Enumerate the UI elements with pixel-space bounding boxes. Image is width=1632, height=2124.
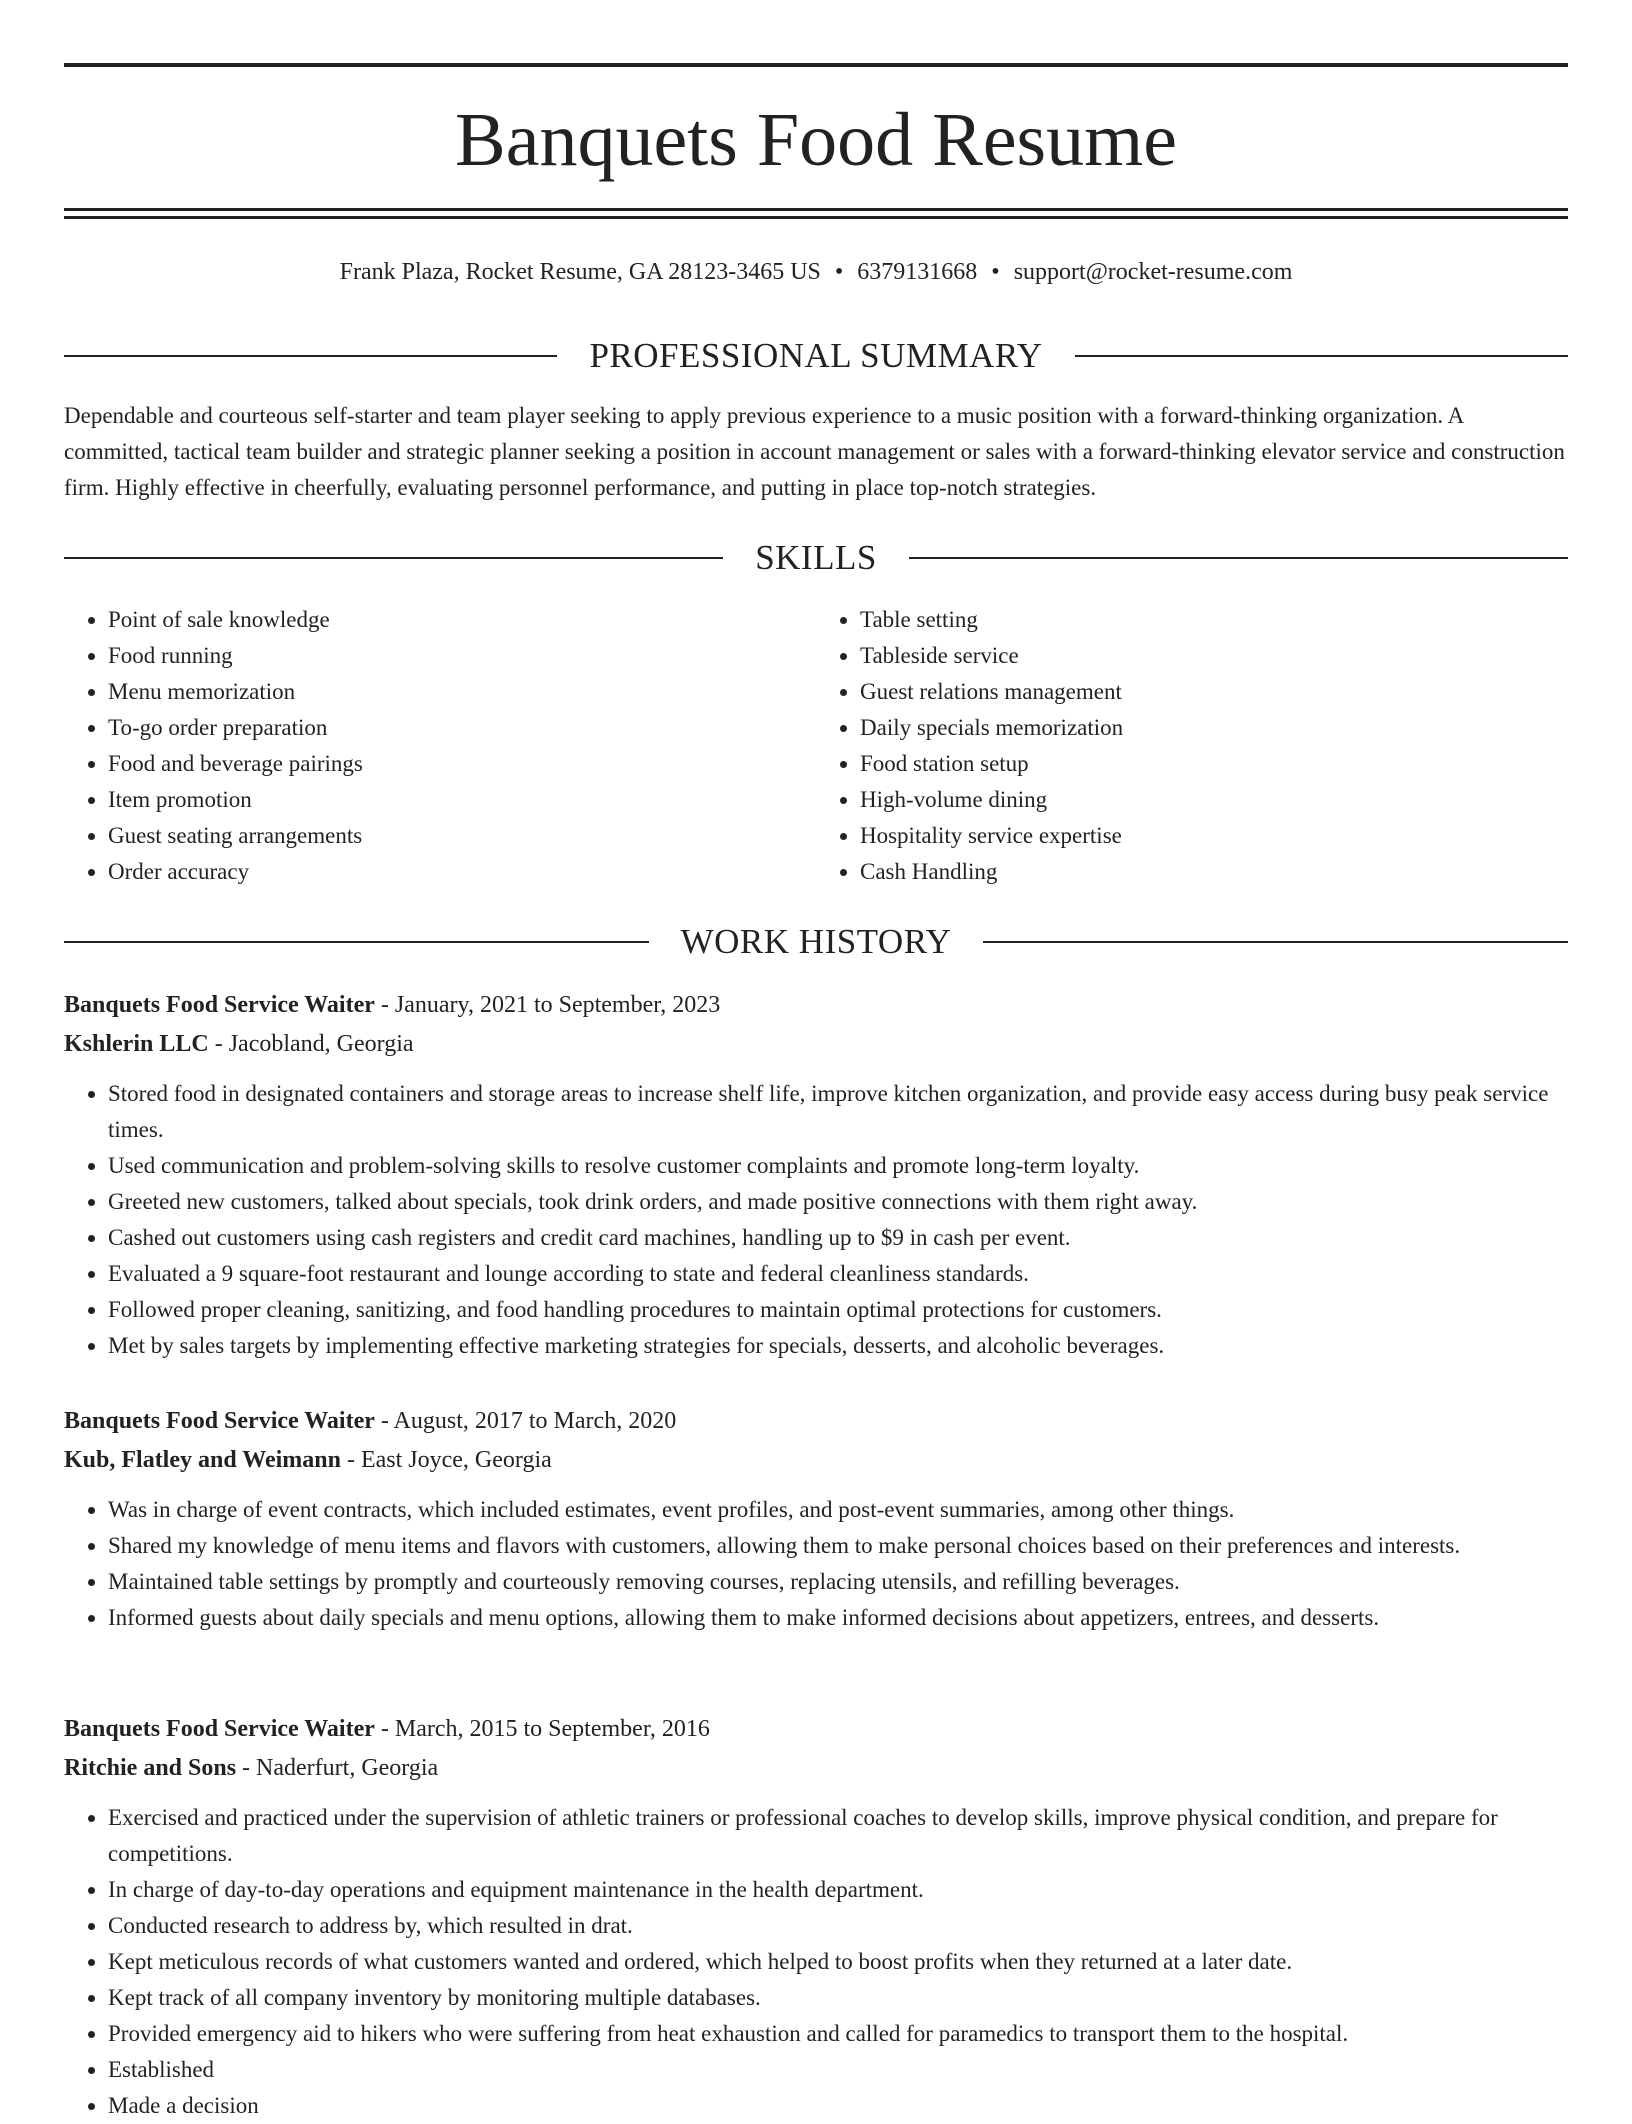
contact-line [64, 254, 1568, 290]
skill-item: • Hospitality service expertise [860, 818, 1568, 854]
job-location: - Naderfurt, Georgia [236, 1755, 439, 1781]
job-bullet: • Exercised and practiced under the supervision of athletic trainers or professional coaches to develop skills, improve physical condition, and prepare for competitions. [108, 1800, 1568, 1872]
job-company-line [64, 1440, 1568, 1480]
skill-item: • To-go order preparation [108, 710, 816, 746]
skill-item: • Food station setup [860, 746, 1568, 782]
skills-column-left [64, 602, 816, 890]
contact-separator: • [991, 259, 1000, 285]
job-bullet: • Made a decision [108, 2088, 1568, 2124]
skill-item: • Item promotion [108, 782, 816, 818]
heading-rule-right [1075, 355, 1568, 357]
contact-address: Frank Plaza, Rocket Resume, GA 28123-3465 US [339, 259, 821, 285]
job-bullet: • Kept track of all company inventory by monitoring multiple databases. [108, 1980, 1568, 2016]
job-title: Banquets Food Service Waiter [64, 1716, 375, 1742]
job-company: Ritchie and Sons [64, 1755, 237, 1781]
job-bullet: • Cashed out customers using cash registers and credit card machines, handling up to $9 in cash per event. [108, 1220, 1568, 1256]
skill-item: • Food and beverage pairings [108, 746, 816, 782]
skill-item: • Daily specials memorization [860, 710, 1568, 746]
contact-email: support@rocket-resume.com [1013, 259, 1293, 285]
skill-item: • Guest seating arrangements [108, 818, 816, 854]
heading-label: WORK HISTORY [680, 922, 952, 961]
job-role-line [64, 986, 1568, 1024]
skill-item: • Order accuracy [108, 854, 816, 890]
job-bullet: • Followed proper cleaning, sanitizing, and food handling procedures to maintain optimal protections for customers. [108, 1292, 1568, 1328]
skill-item: • Food running [108, 638, 816, 674]
job-title: Banquets Food Service Waiter [64, 1408, 375, 1434]
job-entry [64, 1710, 1568, 2124]
skills-list [64, 602, 1568, 890]
job-bullets [64, 1492, 1568, 1636]
resume-title: Banquets Food Resume [455, 98, 1177, 182]
title-rule-lower [64, 216, 1568, 219]
job-bullet: • Shared my knowledge of menu items and flavors with customers, allowing them to make personal choices based on their preferences and interests. [108, 1528, 1568, 1564]
heading-rule-left [64, 355, 557, 357]
job-bullet: • Stored food in designated containers and storage areas to increase shelf life, improve kitchen organization, and provide easy access during busy peak service times. [108, 1076, 1568, 1148]
skill-item: • Tableside service [860, 638, 1568, 674]
job-bullet: • Evaluated a 9 square-foot restaurant and lounge according to state and federal cleanliness standards. [108, 1256, 1568, 1292]
job-dates: - August, 2017 to March, 2020 [374, 1408, 677, 1434]
contact-phone: 6379131668 [857, 259, 978, 285]
job-bullet: • Used communication and problem-solving skills to resolve customer complaints and promote long-term loyalty. [108, 1148, 1568, 1184]
heading-rule-left [64, 557, 723, 559]
job-company-line [64, 1748, 1568, 1788]
job-bullet: • Was in charge of event contracts, which included estimates, event profiles, and post-event summaries, among other things. [108, 1492, 1568, 1528]
job-bullet: • In charge of day-to-day operations and equipment maintenance in the health department. [108, 1872, 1568, 1908]
job-bullets [64, 1076, 1568, 1364]
job-location: - Jacobland, Georgia [208, 1031, 414, 1057]
heading-rule-right [983, 941, 1568, 943]
job-bullet: • Provided emergency aid to hikers who were suffering from heat exhaustion and called for paramedics to transport them to the hospital. [108, 2016, 1568, 2052]
job-bullet: • Established [108, 2052, 1568, 2088]
job-role-line [64, 1402, 1568, 1440]
skill-item: • High-volume dining [860, 782, 1568, 818]
job-entry [64, 1402, 1568, 1636]
job-bullet: • Maintained table settings by promptly and courteously removing courses, replacing utensils, and refilling beverages. [108, 1564, 1568, 1600]
skill-item: • Point of sale knowledge [108, 602, 816, 638]
skill-item: • Table setting [860, 602, 1568, 638]
job-dates: - January, 2021 to September, 2023 [374, 992, 721, 1018]
heading-rule-left [64, 941, 649, 943]
job-company: Kshlerin LLC [64, 1031, 209, 1057]
section-heading-work [64, 922, 1568, 962]
job-bullet: • Greeted new customers, talked about specials, took drink orders, and made positive connections with them right away. [108, 1184, 1568, 1220]
job-company-line [64, 1024, 1568, 1064]
job-company: Kub, Flatley and Weimann [64, 1447, 341, 1473]
skill-item: • Menu memorization [108, 674, 816, 710]
job-bullet: • Informed guests about daily specials and menu options, allowing them to make informed decisions about appetizers, entrees, and desserts. [108, 1600, 1568, 1636]
skill-item: • Guest relations management [860, 674, 1568, 710]
top-rule [64, 63, 1568, 67]
section-heading-summary [64, 336, 1568, 376]
heading-label: PROFESSIONAL SUMMARY [589, 336, 1043, 375]
skills-column-right [816, 602, 1568, 890]
heading-label: SKILLS [755, 538, 877, 577]
job-role-line [64, 1710, 1568, 1748]
professional-summary: Dependable and courteous self-starter and team player seeking to apply previous experience to a music position with a forward-thinking organization. A committed, tactical team builder and strategic planner seeking a position in account management or sales with a forward-thinking elevator service and construction firm. Highly effective in cheerfully, evaluating personnel performance, and putting in place top-notch strategies. [64, 403, 1565, 500]
job-location: - East Joyce, Georgia [340, 1447, 552, 1473]
job-bullet: • Met by sales targets by implementing effective marketing strategies for specials, desserts, and alcoholic beverages. [108, 1328, 1568, 1364]
job-bullet: • Conducted research to address by, which resulted in drat. [108, 1908, 1568, 1944]
contact-separator: • [834, 259, 844, 285]
section-heading-skills [64, 538, 1568, 578]
job-entry [64, 986, 1568, 1364]
heading-rule-right [909, 557, 1568, 559]
job-bullets [64, 1800, 1568, 2124]
title-rule-upper [64, 208, 1568, 211]
job-title: Banquets Food Service Waiter [64, 992, 375, 1018]
job-dates: - March, 2015 to September, 2016 [374, 1716, 710, 1742]
skill-item: • Cash Handling [860, 854, 1568, 890]
job-bullet: • Kept meticulous records of what customers wanted and ordered, which helped to boost profits when they returned at a later date. [108, 1944, 1568, 1980]
